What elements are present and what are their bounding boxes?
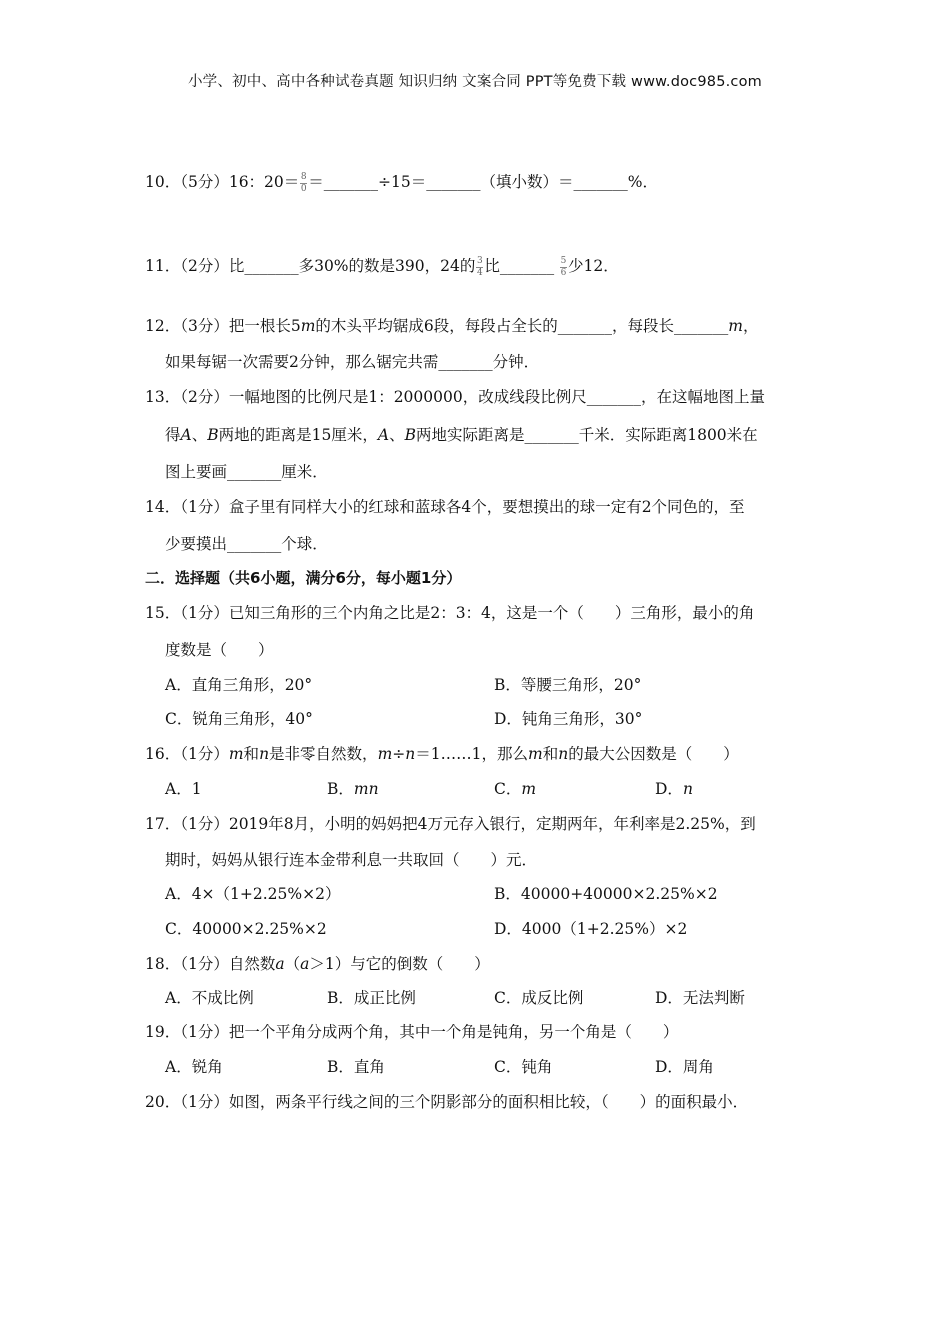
question-11: 11．（2分）比_______多30%的数是390，24的 $\frac{3}{4}$ 比_______ $\frac{5}{6}$ 少12． [145,255,619,278]
option-b[interactable]: B．成正比例 [327,989,416,1007]
question-14-line1: 14．（1分）盒子里有同样大小的红球和蓝球各4个，要想摸出的球一定有2个同色的，至 [145,498,745,516]
option-a[interactable]: A．直角三角形，20° [165,676,313,694]
fraction: $\frac{8}{0}$ [300,171,307,194]
question-12-line1: 12．（3分）把一根长5m的木头平均锯成6段，每段占全长的_______，每段长_______m， [145,317,759,335]
question-12-line2: 如果每锯一次需要2分钟，那么锯完共需_______分钟． [165,353,540,371]
option-a[interactable]: A．1 [165,780,202,798]
question-16: 16．（1分）m和n是非零自然数，m÷n＝1……1，那么m和n的最大公因数是（ ） [145,745,739,763]
question-15-line2: 度数是（ ） [165,641,274,659]
question-15-line1: 15．（1分）已知三角形的三个内角之比是2：3：4，这是一个（ ）三角形，最小的角 [145,604,755,622]
page-header: 小学、初中、高中各种试卷真题 知识归纳 文案合同 PPT等免费下载 www.doc985.com [187,74,763,90]
question-18: 18．（1分）自然数a（a＞1）与它的倒数（ ） [145,955,490,973]
option-d[interactable]: D．钝角三角形，30° [494,710,643,728]
option-c[interactable]: C．钝角 [494,1058,553,1076]
option-c[interactable]: C．m [494,780,537,798]
fraction: $\frac{3}{4}$ [476,255,483,278]
option-d[interactable]: D．周角 [655,1058,714,1076]
option-d[interactable]: D．n [655,780,693,798]
option-b[interactable]: B．40000+40000×2.25%×2 [494,885,718,903]
option-a[interactable]: A．不成比例 [165,989,254,1007]
question-20: 20．（1分）如图，两条平行线之间的三个阴影部分的面积相比较，（ ）的面积最小． [145,1093,749,1111]
question-17-line1: 17．（1分）2019年8月，小明的妈妈把4万元存入银行，定期两年，年利率是2.25%，到 [145,815,756,833]
option-d[interactable]: D．4000（1+2.25%）×2 [494,920,688,938]
question-10: 10．（5分）16：20＝ $\frac{8}{0}$ ＝_______÷15＝_______（填小数）＝_______%． [145,171,658,194]
question-13-line1: 13．（2分）一幅地图的比例尺是1：2000000，改成线段比例尺_______，在这幅地图上量 [145,388,765,406]
option-c[interactable]: C．40000×2.25%×2 [165,920,327,938]
fraction: $\frac{5}{6}$ [560,255,567,278]
option-b[interactable]: B．mn [327,780,379,798]
section-title: 二．选择题（共6小题，满分6分，每小题1分） [145,569,462,587]
question-19: 19．（1分）把一个平角分成两个角，其中一个角是钝角，另一个角是（ ） [145,1023,679,1041]
option-a[interactable]: A．4×（1+2.25%×2） [165,885,341,903]
question-13-line2: 得A、B两地的距离是15厘米，A、B两地实际距离是_______千米．实际距离1800米在 [165,426,758,444]
question-13-line3: 图上要画_______厘米． [165,463,328,481]
option-c[interactable]: C．锐角三角形，40° [165,710,313,728]
option-c[interactable]: C．成反比例 [494,989,584,1007]
question-17-line2: 期时，妈妈从银行连本金带利息一共取回（ ）元． [165,851,538,869]
option-a[interactable]: A．锐角 [165,1058,223,1076]
question-14-line2: 少要摸出_______个球． [165,535,328,553]
option-b[interactable]: B．直角 [327,1058,385,1076]
option-b[interactable]: B．等腰三角形，20° [494,676,642,694]
option-d[interactable]: D．无法判断 [655,989,745,1007]
